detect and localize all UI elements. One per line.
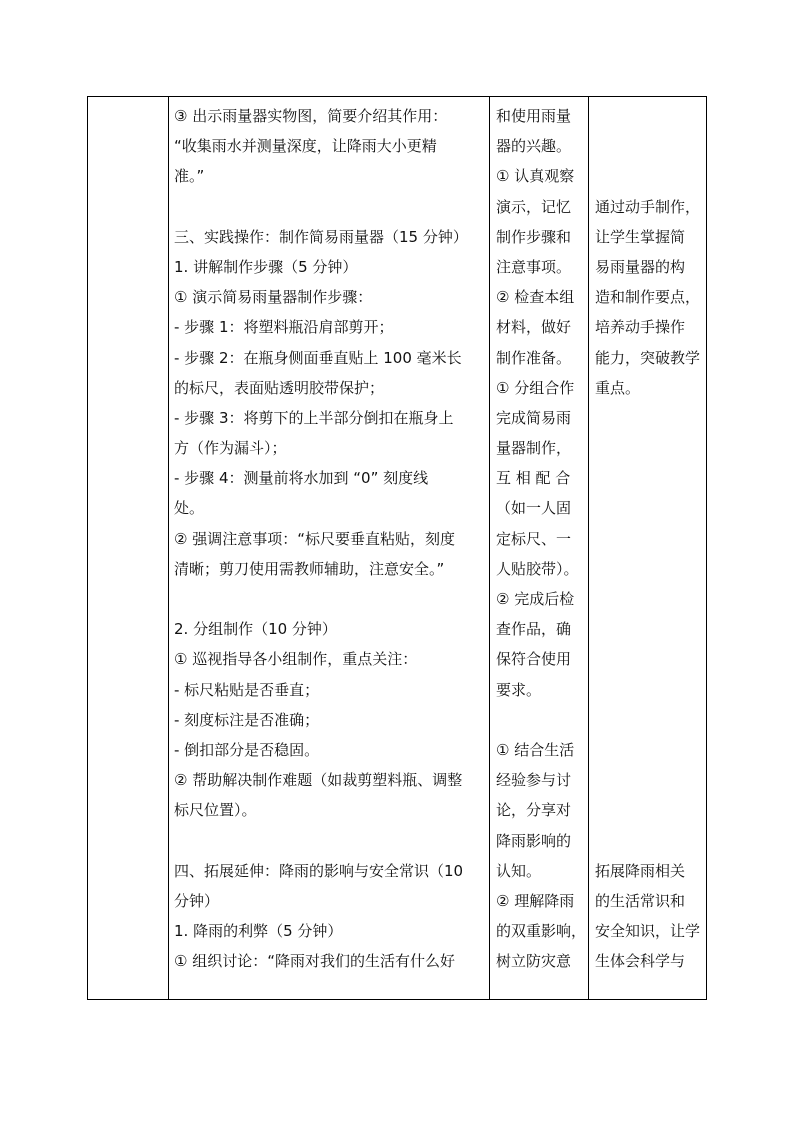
student-line: 制作准备。 <box>496 348 572 367</box>
intent-line: 安全知识，让学 <box>595 922 701 941</box>
intent-line <box>595 765 703 795</box>
activity-line: - 步骤 3：将剪下的上半部分倒扣在瓶身上 <box>174 408 454 427</box>
activity-line: 准。” <box>174 167 205 186</box>
student-line: 树立防灾意 <box>496 952 572 971</box>
student-line: 完成简易雨 <box>496 408 572 427</box>
intent-line: 通过动手制作， <box>595 197 701 216</box>
student-line: ① 分组合作 <box>496 378 575 397</box>
activity-line: “收集雨水并测量深度，让降雨大小更精 <box>174 137 437 156</box>
intent-line <box>595 131 703 161</box>
intent-line <box>595 554 703 584</box>
intent-line <box>595 795 703 825</box>
student-activity-column <box>496 101 588 976</box>
activity-line: ① 巡视指导各小组制作，重点关注： <box>174 650 418 669</box>
activity-line: 三、实践操作：制作简易雨量器（15 分钟） <box>174 227 468 246</box>
intent-line: 拓展降雨相关 <box>595 861 686 880</box>
student-line: （如一人固 <box>496 499 572 518</box>
activity-line: - 步骤 1：将塑料瓶沿肩部剪开； <box>174 318 394 337</box>
student-line: ② 检查本组 <box>496 288 575 307</box>
activity-line: 的标尺，表面贴透明胶带保护； <box>174 378 385 397</box>
activity-line: 1. 讲解制作步骤（5 分钟） <box>174 257 358 276</box>
activity-line <box>174 192 402 222</box>
intent-line: 培养动手操作 <box>595 318 686 337</box>
intent-line <box>595 463 703 493</box>
column-divider <box>489 97 490 999</box>
activity-line <box>174 826 402 856</box>
activity-line: - 标尺粘贴是否垂直； <box>174 680 320 699</box>
teacher-activity-column <box>174 101 468 976</box>
student-line: 材料，做好 <box>496 318 572 337</box>
student-line: 认知。 <box>496 861 542 880</box>
intent-line <box>595 826 703 856</box>
intent-line <box>595 614 703 644</box>
activity-line: 方（作为漏斗）； <box>174 439 287 458</box>
intent-line <box>595 101 703 131</box>
intent-line: 能力，突破教学 <box>595 348 701 367</box>
student-line: ① 结合生活 <box>496 740 575 759</box>
intent-line <box>595 493 703 523</box>
activity-line: - 步骤 4：测量前将水加到 “0” 刻度线 <box>174 469 429 488</box>
intent-line <box>595 161 703 191</box>
student-line: 注意事项。 <box>496 257 572 276</box>
intent-line <box>595 584 703 614</box>
student-line: 定标尺、一 <box>496 529 572 548</box>
intent-line: 的生活常识和 <box>595 891 686 910</box>
activity-line: ① 组织讨论：“降雨对我们的生活有什么好 <box>174 952 455 971</box>
intent-line: 易雨量器的构 <box>595 257 686 276</box>
student-line: 器的兴趣。 <box>496 137 572 156</box>
intent-line: 生体会科学与 <box>595 952 686 971</box>
activity-line: ② 帮助解决制作难题（如裁剪塑料瓶、调整 <box>174 771 463 790</box>
student-line: 要求。 <box>496 680 542 699</box>
student-line <box>496 705 588 735</box>
student-line: 制作步骤和 <box>496 227 572 246</box>
student-line: 论，分享对 <box>496 801 572 820</box>
activity-line: 分钟） <box>174 891 220 910</box>
column-divider <box>588 97 589 999</box>
intent-line <box>595 705 703 735</box>
student-line: 演示，记忆 <box>496 197 572 216</box>
activity-line: - 刻度标注是否准确； <box>174 710 320 729</box>
student-line: 量器制作， <box>496 439 572 458</box>
design-intent-column <box>595 101 703 976</box>
activity-line: 四、拓展延伸：降雨的影响与安全常识（10 <box>174 861 464 880</box>
lesson-plan-table <box>87 96 707 1000</box>
student-line: 经验参与讨 <box>496 771 572 790</box>
activity-line: - 步骤 2：在瓶身侧面垂直贴上 100 毫米长 <box>174 348 462 367</box>
activity-line: 标尺位置）。 <box>174 801 257 820</box>
intent-line <box>595 433 703 463</box>
intent-line <box>595 675 703 705</box>
activity-line: ③ 出示雨量器实物图，简要介绍其作用： <box>174 107 448 125</box>
student-line: ② 理解降雨 <box>496 891 575 910</box>
column-divider <box>168 97 169 999</box>
activity-line: ② 强调注意事项：“标尺要垂直粘贴，刻度 <box>174 529 455 548</box>
activity-line: 2. 分组制作（10 分钟） <box>174 620 337 639</box>
student-line: 的双重影响， <box>496 922 587 941</box>
student-line: 互 相 配 合 <box>496 469 571 488</box>
intent-line <box>595 524 703 554</box>
intent-line <box>595 403 703 433</box>
activity-line <box>174 584 402 614</box>
student-line: ① 认真观察 <box>496 167 575 186</box>
student-line: 降雨影响的 <box>496 831 572 850</box>
student-line: 查作品，确 <box>496 620 572 639</box>
intent-line <box>595 735 703 765</box>
intent-line: 重点。 <box>595 378 641 397</box>
activity-line: ① 演示简易雨量器制作步骤： <box>174 288 373 307</box>
intent-line: 造和制作要点， <box>595 288 701 307</box>
activity-line: 处。 <box>174 499 205 518</box>
student-line: 和使用雨量 <box>496 107 572 125</box>
activity-line: - 倒扣部分是否稳固。 <box>174 740 320 759</box>
student-line: 保符合使用 <box>496 650 572 669</box>
student-line: 人贴胶带）。 <box>496 559 579 578</box>
activity-line: 1. 降雨的利弊（5 分钟） <box>174 922 343 941</box>
intent-line <box>595 644 703 674</box>
intent-line: 让学生掌握简 <box>595 227 686 246</box>
activity-line: 清晰；剪刀使用需教师辅助，注意安全。” <box>174 559 445 578</box>
student-line: ② 完成后检 <box>496 590 575 608</box>
